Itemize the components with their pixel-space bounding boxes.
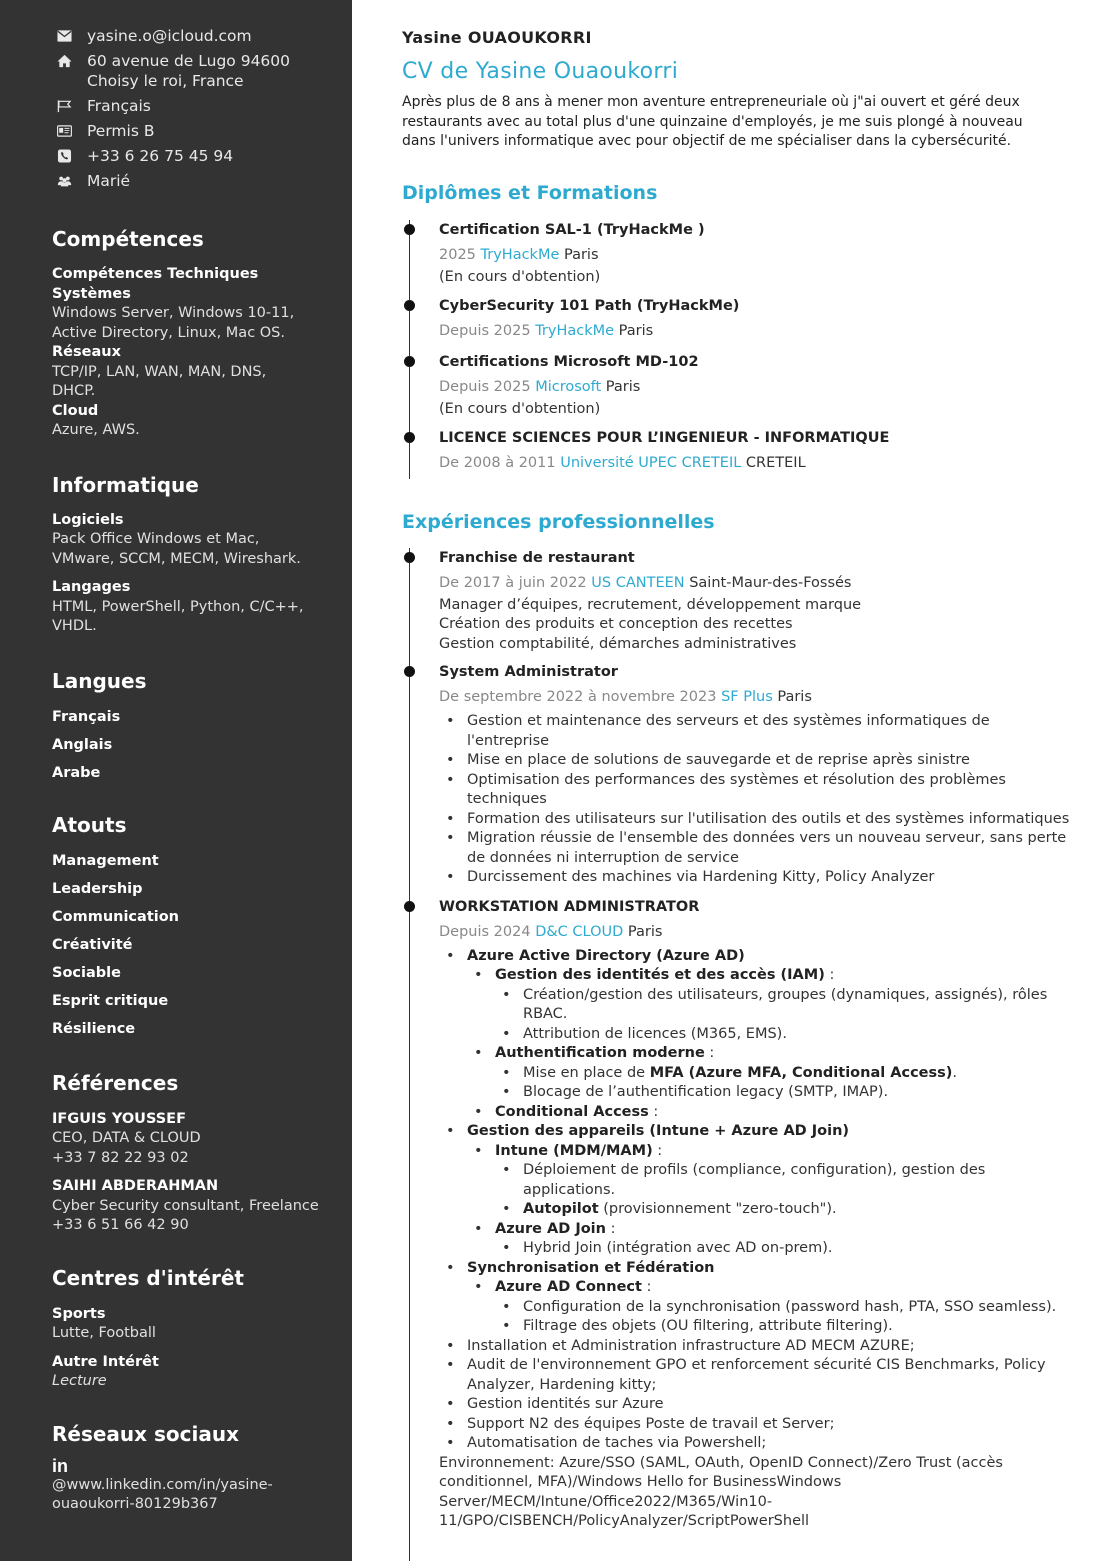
competence-group-text: TCP/IP, LAN, WAN, MAN, DNS, xyxy=(52,363,267,380)
diplome-title: CyberSecurity 101 Path (TryHackMe) xyxy=(439,298,740,314)
diplome-item xyxy=(439,220,1072,288)
diplome-org[interactable]: Université UPEC CRETEIL xyxy=(560,454,742,471)
reference-phone[interactable]: +33 6 51 66 42 90 xyxy=(52,1217,189,1233)
bullet-item: • Optimisation des performances des systèmes et résolution des problèmes techniques xyxy=(439,771,1072,810)
diplome-note: (En cours d'obtention) xyxy=(439,268,601,285)
experience-item xyxy=(439,897,1072,1532)
timeline-dot xyxy=(404,224,415,235)
diplome-place: Paris xyxy=(605,379,641,395)
linkedin-url-line[interactable]: @www.linkedin.com/in/yasine- xyxy=(52,1476,273,1493)
bullet-item: • Mise en place de solutions de sauvegarde et de reprise après sinistre xyxy=(439,751,1072,771)
interet-text: Lutte, Football xyxy=(52,1325,156,1341)
sub-bullet-item: • Azure AD Join : • Hybrid Join (intégration avec AD on-prem). xyxy=(467,1220,1072,1259)
atouts-section xyxy=(52,813,332,1039)
contact-status xyxy=(52,171,332,191)
contact-phone-text: +33 6 26 75 45 94 xyxy=(87,147,234,165)
diplome-meta xyxy=(439,321,1072,341)
experience-item xyxy=(439,662,1072,888)
atout-item: Esprit critique xyxy=(52,992,169,1009)
contact-address xyxy=(52,51,332,91)
contact-license xyxy=(52,121,332,141)
competence-group-text: DHCP. xyxy=(52,383,96,399)
atout-item: Leadership xyxy=(52,880,143,897)
experience-bullets xyxy=(439,947,1072,1454)
summary: Après plus de 8 ans à mener mon aventure entrepreneuriale où j"ai ouvert et géré deux restaurants avec au total plus d'une quinzaine d'employés, je me suis plongé à nouveau dans l'univers informatique avec pour objectif de me spécialiser dans la cybersécurité. xyxy=(402,94,1023,149)
diplome-meta xyxy=(439,245,1072,265)
diplome-note: (En cours d'obtention) xyxy=(439,401,601,417)
sub-sub-bullet-item: • Filtrage des objets (OU filtering, attribute filtering). xyxy=(495,1317,1072,1337)
interets-section xyxy=(52,1266,332,1392)
diplome-org[interactable]: TryHackMe xyxy=(535,323,615,339)
experience-bullets xyxy=(439,712,1072,888)
experience-line: Gestion comptabilité, démarches administratives xyxy=(439,635,797,652)
contact-email[interactable] xyxy=(52,26,332,46)
bullet-bold: Authentification moderne xyxy=(495,1045,705,1061)
competences-subtitle: Compétences Techniques xyxy=(52,266,259,282)
informatique-group-name: Langages xyxy=(52,579,131,595)
experience-title: System Administrator xyxy=(439,664,618,680)
contact-language-text: Français xyxy=(87,97,151,115)
informatique-heading: Informatique xyxy=(52,472,199,497)
experience-date: Depuis 2024 xyxy=(439,923,531,940)
sub-bullets xyxy=(467,966,1072,1122)
competences-section xyxy=(52,227,332,441)
contact-address-line-1: 60 avenue de Lugo 94600 xyxy=(87,52,291,70)
competence-group-name: Réseaux xyxy=(52,344,121,360)
langues-heading: Langues xyxy=(52,668,147,693)
bullet-item xyxy=(439,1259,1072,1337)
sub-sub-bullet-item: • Hybrid Join (intégration avec AD on-prem). xyxy=(495,1239,1072,1259)
references-heading: Références xyxy=(52,1070,179,1095)
sub-bullet-item: • Azure AD Connect : • Configuration de la synchronisation (password hash, PTA, SSO seamless). • Filtrage des objets (OU filtering, attribute filtering). xyxy=(467,1278,1072,1337)
flag-icon xyxy=(57,99,79,113)
informatique-group-text: VHDL. xyxy=(52,618,97,634)
candidate-name: Yasine OUAOUKORRI xyxy=(402,28,592,47)
contact-license-text: Permis B xyxy=(87,122,155,140)
cv-title: CV de Yasine Ouaoukorri xyxy=(402,59,679,84)
experience-meta xyxy=(439,687,1072,707)
references-section xyxy=(52,1071,332,1236)
experience-place: Saint-Maur-des-Fossés xyxy=(689,574,852,591)
sub-bullet-item: • Intune (MDM/MAM) : • Déploiement de profils (compliance, configuration), gestion des applications. • Autopilot (provisionnement "zero-touch"). xyxy=(467,1142,1072,1220)
bullet-bold: Intune (MDM/MAM) xyxy=(495,1142,653,1159)
atout-item: Créativité xyxy=(52,936,133,953)
experience-meta xyxy=(439,922,1072,942)
sub-sub-bullet-item: • Autopilot (provisionnement "zero-touch"). xyxy=(495,1200,1072,1220)
interet-name: Sports xyxy=(52,1305,106,1322)
timeline-dot xyxy=(404,666,415,677)
bullet-item xyxy=(439,947,1072,1123)
competence-group-text: Active Directory, Linux, Mac OS. xyxy=(52,324,285,341)
diplome-title: Certification SAL-1 (TryHackMe ) xyxy=(439,221,705,238)
people-icon xyxy=(57,174,79,188)
timeline-dot xyxy=(404,356,415,367)
sub-sub-bullet-item: • Déploiement de profils (compliance, configuration), gestion des applications. xyxy=(495,1161,1072,1200)
bullet-item: • Migration réussie de l'ensemble des données vers un nouveau serveur, sans perte de données ni interruption de service xyxy=(439,829,1072,868)
reference-name: IFGUIS YOUSSEF xyxy=(52,1110,186,1127)
langue-item: Arabe xyxy=(52,764,101,781)
diplome-item xyxy=(439,428,1072,473)
sub-bullet-item: • Conditional Access : xyxy=(467,1103,1072,1123)
interet-text: Lecture xyxy=(52,1373,107,1389)
phone-icon xyxy=(57,149,79,163)
sub-sub-bullet-item: • Attribution de licences (M365, EMS). xyxy=(495,1025,1072,1045)
social-heading: Réseaux sociaux xyxy=(52,1421,240,1446)
diplome-item xyxy=(439,296,1072,341)
bullet-item: • Formation des utilisateurs sur l'utilisation des outils et des systèmes informatiques xyxy=(439,810,1072,830)
informatique-group-text: VMware, SCCM, MECM, Wireshark. xyxy=(52,550,301,567)
experiences-timeline xyxy=(409,548,1072,1561)
id-card-icon xyxy=(57,124,79,138)
diplome-title: Certifications Microsoft MD-102 xyxy=(439,354,699,370)
diplome-item xyxy=(439,352,1072,420)
informatique-group-text: Pack Office Windows et Mac, xyxy=(52,531,260,547)
interet-name: Autre Intérêt xyxy=(52,1353,159,1370)
bullet-bold: Azure AD Join xyxy=(495,1220,606,1237)
sub-bullet-item: • Gestion des identités et des accès (IAM) : • Création/gestion des utilisateurs, groupes (dynamiques, assignés), rôles RBAC. • Attribution de licences (M365, EMS). xyxy=(467,966,1072,1044)
contact-email-text: yasine.o@icloud.com xyxy=(87,27,252,45)
langue-item: Anglais xyxy=(52,736,113,753)
experience-org[interactable]: SF Plus xyxy=(721,689,773,705)
experience-line: Manager d’équipes, recrutement, développement marque xyxy=(439,596,862,613)
experience-item xyxy=(439,548,1072,655)
timeline-dot xyxy=(404,901,415,912)
sub-sub-bullet-item: • Configuration de la synchronisation (password hash, PTA, SSO seamless). xyxy=(495,1298,1072,1318)
reference-role: Cyber Security consultant, Freelance xyxy=(52,1197,319,1214)
contact-phone[interactable] xyxy=(52,146,332,166)
competence-group-text: Azure, AWS. xyxy=(52,422,140,438)
contact-list xyxy=(52,26,332,191)
experience-place: Paris xyxy=(627,923,663,940)
informatique-section xyxy=(52,473,332,637)
environment-text: Environnement: Azure/SSO (SAML, OAuth, OpenID Connect)/Zero Trust (accès conditionnel, MFA)/Windows Hello for BusinessWindows Server/MECM/Intune/Office2022/M365/Win10-11/GPO/CISBENCH/PolicyAnalyzer/ScriptPowerShell xyxy=(439,1454,1003,1529)
competences-heading: Compétences xyxy=(52,227,204,251)
experiences-heading: Expériences professionnelles xyxy=(402,510,715,533)
bullet-item: • Automatisation de taches via Powershell; xyxy=(439,1434,1072,1454)
diplome-date: Depuis 2025 xyxy=(439,379,531,395)
bullet-bold: Gestion des appareils (Intune + Azure AD Join) xyxy=(467,1123,850,1139)
informatique-group-text: HTML, PowerShell, Python, C/C++, xyxy=(52,598,304,615)
reference-role: CEO, DATA & CLOUD xyxy=(52,1130,201,1146)
timeline-dot xyxy=(404,552,415,563)
experience-place: Paris xyxy=(777,689,812,705)
competence-group-name: Systèmes xyxy=(52,285,131,302)
competence-group-text: Windows Server, Windows 10-11, xyxy=(52,305,295,321)
reference-name: SAIHI ABDERAHMAN xyxy=(52,1178,219,1194)
bullet-bold: Azure Active Directory (Azure AD) xyxy=(467,947,745,964)
contact-status-text: Marié xyxy=(87,172,131,190)
bullet-item: • Audit de l'environnement GPO et renforcement sécurité CIS Benchmarks, Policy Analyzer, Hardening kitty; xyxy=(439,1356,1072,1395)
diplome-org[interactable]: Microsoft xyxy=(535,379,602,395)
sub-sub-bullet-item: • Création/gestion des utilisateurs, groupes (dynamiques, assignés), rôles RBAC. xyxy=(495,986,1072,1025)
diplome-date: 2025 xyxy=(439,246,476,263)
sub-sub-bullets xyxy=(495,1064,1072,1103)
diplomes-timeline xyxy=(409,220,1072,479)
atout-item: Sociable xyxy=(52,964,121,981)
contact-language xyxy=(52,96,332,116)
diplomes-heading: Diplômes et Formations xyxy=(402,181,658,204)
interets-heading: Centres d'intérêt xyxy=(52,1265,244,1290)
bullet-bold: Azure AD Connect xyxy=(495,1279,642,1295)
sub-bullet-item: • Authentification moderne : • Mise en place de MFA (Azure MFA, Conditional Access). • Blocage de l’authentification legacy (SMTP, IMAP). xyxy=(467,1044,1072,1103)
sub-sub-bullet-item: • Blocage de l’authentification legacy (SMTP, IMAP). xyxy=(495,1083,1072,1103)
timeline-dot xyxy=(404,432,415,443)
sub-sub-bullets xyxy=(495,1298,1072,1337)
experience-org[interactable]: US CANTEEN xyxy=(591,574,685,591)
bullet-item: • Gestion identités sur Azure xyxy=(439,1395,1072,1415)
sub-sub-bullets xyxy=(495,1161,1072,1220)
diplome-date: Depuis 2025 xyxy=(439,323,531,339)
atout-item: Communication xyxy=(52,908,180,925)
bullet-bold: Conditional Access xyxy=(495,1103,649,1120)
reference-phone[interactable]: +33 7 82 22 93 02 xyxy=(52,1149,189,1166)
sub-bullets xyxy=(467,1278,1072,1337)
diplome-date: De 2008 à 2011 xyxy=(439,454,556,471)
diplome-title: LICENCE SCIENCES POUR L’INGENIEUR - INFORMATIQUE xyxy=(439,429,890,446)
experience-title: WORKSTATION ADMINISTRATOR xyxy=(439,898,700,915)
informatique-group-name: Logiciels xyxy=(52,511,124,528)
atout-item: Résilience xyxy=(52,1020,136,1037)
bullet-item: • Durcissement des machines via Hardening Kitty, Policy Analyzer xyxy=(439,868,1072,888)
experience-org[interactable]: D&C CLOUD xyxy=(535,923,624,940)
atout-item: Management xyxy=(52,852,159,869)
linkedin-icon[interactable]: in xyxy=(52,1455,68,1476)
competence-group-name: Cloud xyxy=(52,402,99,419)
sub-bullets xyxy=(467,1142,1072,1259)
langue-item: Français xyxy=(52,708,121,725)
experience-meta xyxy=(439,573,1072,593)
sub-sub-bullets xyxy=(495,1239,1072,1259)
timeline-dot xyxy=(404,300,415,311)
diplome-place: Paris xyxy=(563,246,599,263)
diplome-org[interactable]: TryHackMe xyxy=(480,246,560,263)
home-icon xyxy=(57,54,79,68)
bullet-bold: Synchronisation et Fédération xyxy=(467,1259,715,1276)
langues-section xyxy=(52,669,332,783)
bullet-bold: Gestion des identités et des accès (IAM) xyxy=(495,967,825,983)
experience-line: Création des produits et conception des recettes xyxy=(439,616,793,632)
diplome-place: CRETEIL xyxy=(745,454,806,471)
bullet-item: • Support N2 des équipes Poste de travail et Server; xyxy=(439,1415,1072,1435)
experience-date: De septembre 2022 à novembre 2023 xyxy=(439,689,717,705)
contact-address-line-2: Choisy le roi, France xyxy=(87,72,244,90)
sub-sub-bullets xyxy=(495,986,1072,1045)
social-section xyxy=(52,1422,332,1515)
linkedin-url-line[interactable]: ouaoukorri-80129b367 xyxy=(52,1496,218,1512)
diplome-meta xyxy=(439,377,1072,397)
main-content xyxy=(402,28,1072,1561)
diplome-place: Paris xyxy=(618,323,654,339)
envelope-icon xyxy=(57,29,79,43)
bullet-item: • Installation et Administration infrastructure AD MECM AZURE; xyxy=(439,1337,1072,1357)
bullet-item xyxy=(439,1122,1072,1259)
diplome-meta xyxy=(439,453,1072,473)
experience-title: Franchise de restaurant xyxy=(439,549,635,566)
bullet-item: • Gestion et maintenance des serveurs et des systèmes informatiques de l'entreprise xyxy=(439,712,1072,751)
atouts-heading: Atouts xyxy=(52,812,127,837)
experience-date: De 2017 à juin 2022 xyxy=(439,574,587,591)
sidebar xyxy=(0,0,352,1561)
sub-sub-bullet-item: • Mise en place de MFA (Azure MFA, Conditional Access). xyxy=(495,1064,1072,1084)
